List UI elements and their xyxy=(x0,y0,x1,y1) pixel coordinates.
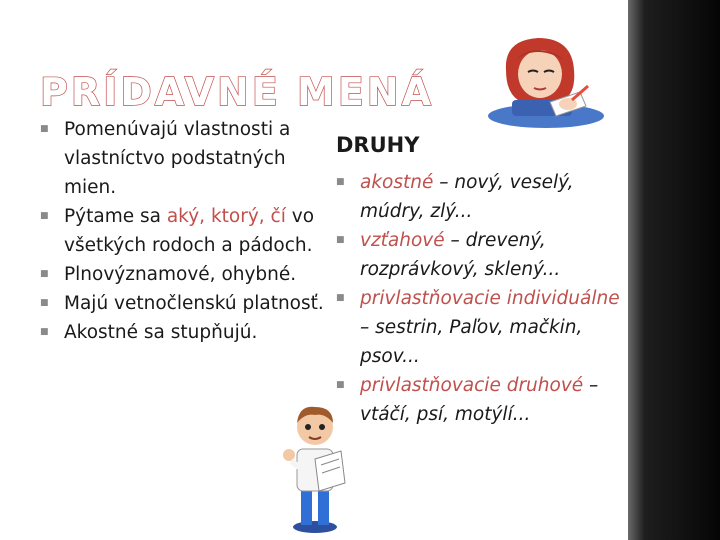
types-list xyxy=(336,168,621,429)
type-examples: – sestrin, Paľov, mačkin, psov... xyxy=(360,317,583,367)
bullet-icon: ■ xyxy=(336,235,345,245)
bullet-icon: ■ xyxy=(336,380,345,390)
type-examples: – nový, veselý, múdry, zlý... xyxy=(360,172,574,222)
page-title: PRÍDAVNÉ MENÁ xyxy=(40,70,435,114)
item-text: Plnovýznamové, ohybné. xyxy=(64,264,297,285)
list-item xyxy=(336,226,621,284)
bullet-icon: ■ xyxy=(40,124,49,134)
properties-list xyxy=(40,115,330,347)
bullet-icon: ■ xyxy=(40,269,49,279)
type-examples: – drevený, rozprávkový, sklený... xyxy=(360,230,561,280)
type-term: vzťahové xyxy=(360,230,445,251)
types-heading: DRUHY xyxy=(336,133,420,157)
item-text: Pomenúvajú vlastnosti a vlastníctvo podstatných mien. xyxy=(64,119,291,198)
list-item xyxy=(40,260,330,289)
girl-writing-icon xyxy=(476,30,606,130)
bullet-icon: ■ xyxy=(336,293,345,303)
type-term: akostné xyxy=(360,172,434,193)
list-item xyxy=(40,289,330,318)
list-item xyxy=(40,318,330,347)
item-text: Majú vetnočlenskú platnosť. xyxy=(64,293,324,314)
decorative-side-bar xyxy=(628,0,720,540)
list-item xyxy=(336,284,621,371)
question-words: aký, ktorý, čí xyxy=(166,206,286,227)
bullet-icon: ■ xyxy=(336,177,345,187)
type-examples: – vtáčí, psí, motýlí... xyxy=(360,375,599,425)
bullet-icon: ■ xyxy=(40,327,49,337)
list-item xyxy=(336,168,621,226)
type-term: privlastňovacie individuálne xyxy=(360,288,620,309)
list-item xyxy=(336,371,621,429)
item-text-after: vo všetkých rodoch a pádoch. xyxy=(64,206,315,256)
list-item xyxy=(40,202,330,260)
bullet-icon: ■ xyxy=(40,298,49,308)
type-term: privlastňovacie druhové xyxy=(360,375,584,396)
list-item xyxy=(40,115,330,202)
bullet-icon: ■ xyxy=(40,211,49,221)
item-text-before: Pýtame sa xyxy=(64,206,167,227)
item-text: Akostné sa stupňujú. xyxy=(64,322,258,343)
